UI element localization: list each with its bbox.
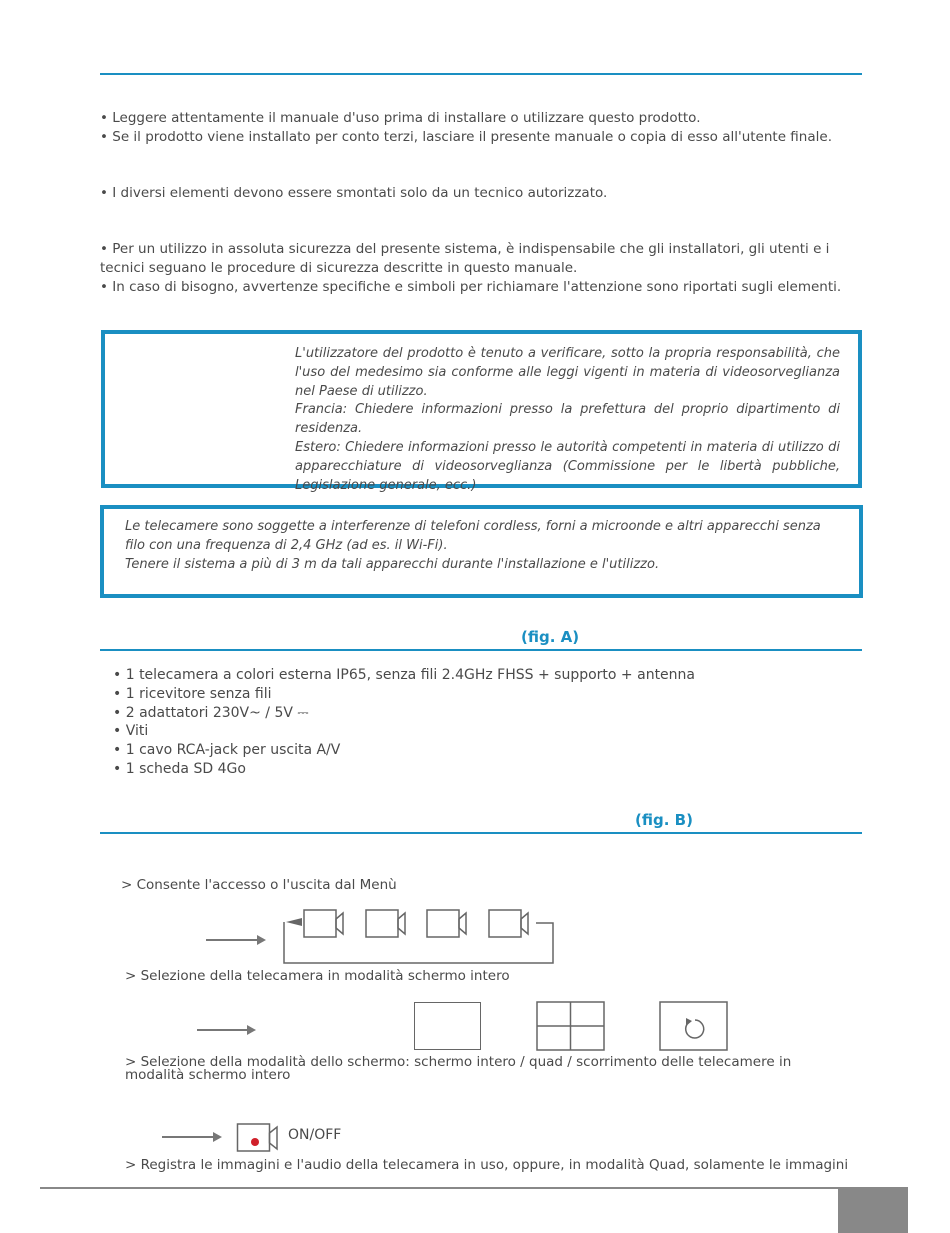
fig-b-label: (fig. B) — [635, 811, 693, 829]
camera-cycle-diagram — [280, 905, 560, 967]
list-item: • Viti — [113, 723, 149, 740]
top-rule — [100, 73, 862, 75]
scroll-mode-icon — [659, 1001, 728, 1051]
onoff-label: ON/OFF — [288, 1127, 342, 1143]
dismantle-line: • I diversi elementi devono essere smontati solo da un tecnico autorizzato. — [100, 185, 608, 201]
dismantle-section — [100, 184, 860, 203]
screen-mode-description — [125, 1056, 825, 1082]
quad-mode-icon — [536, 1001, 605, 1051]
arrow-icon — [206, 939, 264, 941]
legal-line-2: Francia: Chiedere informazioni presso la prefettura del proprio dipartimento di residenza. — [295, 402, 840, 437]
page-number-tab — [838, 1187, 908, 1233]
list-item: • 1 ricevitore senza fili — [113, 685, 272, 702]
arrow-icon — [162, 1136, 220, 1138]
camera-select-description: > Selezione della telecamera in modalità schermo intero — [125, 968, 510, 984]
list-item: • 1 scheda SD 4Go — [113, 760, 246, 777]
record-description: > Registra le immagini e l'audio della telecamera in uso, oppure, in modalità Quad, solamente le immagini — [125, 1157, 849, 1173]
legal-line-3: Estero: Chiedere informazioni presso le autorità competenti in materia di utilizzo di apparecchiature di videosorveglianza (Commissione per le libertà pubbliche, Legislazione generale, ecc.) — [295, 439, 840, 493]
legal-line-1: L'utilizzatore del prodotto è tenuto a verificare, sotto la propria responsabilità, che l'uso del medesimo sia conforme alle leggi vigenti in materia di videosorveglianza nel Paese di utilizzo. — [295, 346, 840, 399]
safety-line-1: • Per un utilizzo in assoluta sicurezza del presente sistema, è indispensabile che gli installatori, gli utenti e i tecnici seguano le procedure di sicurezza descritte in questo manuale. — [100, 241, 830, 276]
interference-text — [125, 518, 840, 574]
footer-rule — [40, 1187, 840, 1189]
intro-line-2: • Se il prodotto viene installato per conto terzi, lasciare il presente manuale o copia di esso all'utente finale. — [100, 129, 832, 145]
menu-description: > Consente l'accesso o l'uscita dal Menù — [121, 877, 397, 893]
record-button-icon — [236, 1122, 282, 1154]
camera-icon — [489, 910, 528, 937]
camera-icon — [427, 910, 466, 937]
interference-box — [100, 505, 863, 598]
fig-b-rule — [100, 832, 862, 834]
arrow-icon — [197, 1029, 254, 1031]
camera-icon — [366, 910, 405, 937]
interference-line-1: Le telecamere sono soggette a interferenze di telefoni cordless, forni a microonde e altri apparecchi senza filo con una frequenza di 2,4 GHz (ad es. il Wi-Fi). — [125, 519, 821, 553]
package-contents-list — [113, 666, 695, 779]
list-item: • 1 cavo RCA-jack per uscita A/V — [113, 742, 341, 759]
safety-line-2: • In caso di bisogno, avvertenze specifiche e simboli per richiamare l'attenzione sono riportati sugli elementi. — [100, 279, 842, 295]
screen-mode-text: > Selezione della modalità dello schermo: schermo intero / quad / scorrimento delle telecamere in modalità schermo intero — [125, 1054, 792, 1083]
interference-line-2: Tenere il sistema a più di 3 m da tali apparecchi durante l'installazione e l'utilizzo. — [125, 556, 660, 572]
intro-line-1: • Leggere attentamente il manuale d'uso prima di installare o utilizzare questo prodotto. — [100, 110, 701, 126]
safety-section — [100, 240, 858, 297]
list-item: • 1 telecamera a colori esterna IP65, senza fili 2.4GHz FHSS + supporto + antenna — [113, 667, 695, 683]
legal-notice-text — [295, 345, 840, 495]
intro-section — [100, 109, 860, 147]
camera-icon — [304, 910, 343, 937]
fig-a-label: (fig. A) — [521, 628, 580, 646]
list-item: • 2 adattatori 230V~ / 5V ⎓ — [113, 704, 309, 721]
legal-notice-box — [101, 330, 862, 493]
fullscreen-mode-icon — [414, 1002, 481, 1050]
fig-a-rule — [100, 649, 862, 651]
